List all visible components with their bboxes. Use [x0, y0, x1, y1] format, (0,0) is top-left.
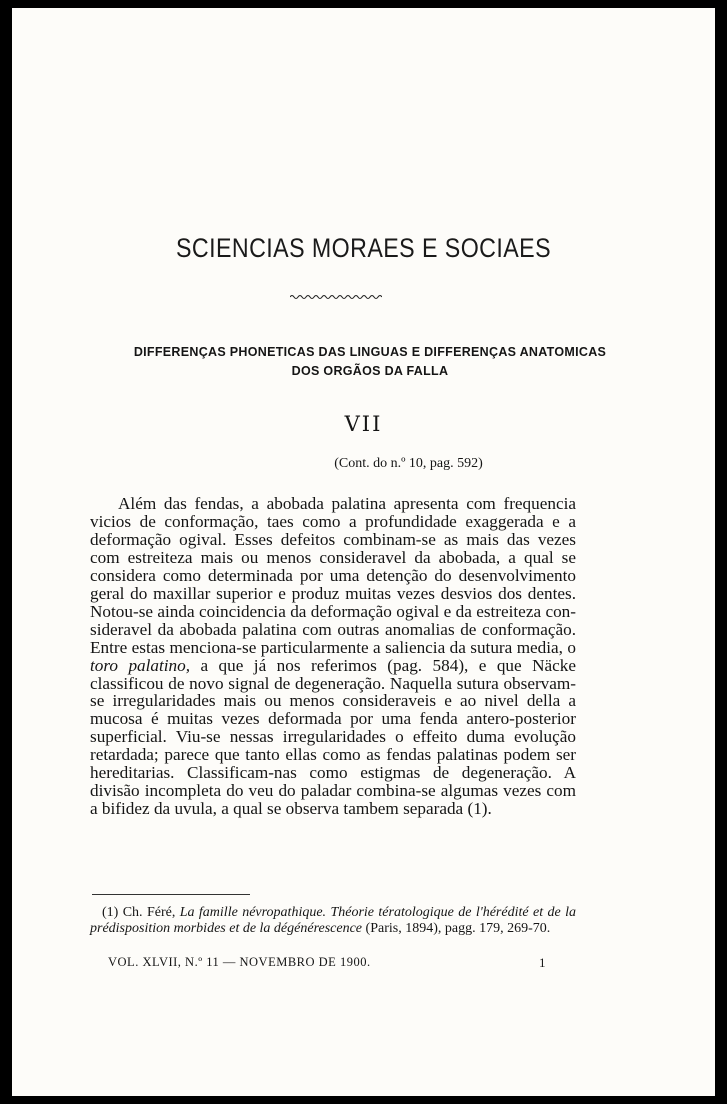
article-title	[90, 343, 650, 381]
article-title-line-2: DOS ORGÃOS DA FALLA	[291, 364, 449, 378]
body-paragraph	[90, 495, 576, 818]
body-text-part-2: a que já nos referimos (pag. 584), e que Näcke classificou de novo signal de degeneração. Naquella sutura observam-se irregularidades mais ou menos consideraveis e ao nivel della a mucosa é muitas vezes deformada por uma fenda antero-posterior superficial. Viu-se nessas irregularidades o effeito duma evolução retardada; parece que tanto ellas como as fendas palatinas podem ser hereditarias. Classificam-nas como estigmas de degeneração. A divisão incompleta do veu do paladar combina-se algumas vezes com a bifidez da uvula, a qual se observa tambem separada (1).	[90, 655, 576, 819]
body-text-part-1: Além das fendas, a abobada palatina apresenta com frequencia vicios de conformação, taes como a profundidade exaggerada e a deformação ogival. Esses defeitos combinam-se as mais das vezes com estreiteza mais ou menos consideravel da abobada, a qual se considera como determinada por uma detenção do desenvolvimento geral do maxillar superior e produz muitas vezes desvios dos dentes. Notou-se ainda coincidencia da deformação ogival e da estreiteza consideravel da abobada palatina com outras anomalias de conformação. Entre estas menciona-se particularmente a saliencia da sutura media, o	[90, 494, 576, 657]
signature-mark: 1	[539, 955, 546, 970]
body-italic-term: toro palatino,	[90, 655, 191, 675]
footnote	[90, 905, 576, 936]
article-title-line-1: DIFFERENÇAS PHONETICAS DAS LINGUAS E DIFFERENÇAS ANATOMICAS	[133, 345, 607, 359]
volume-line: VOL. XLVII, N.º 11 — NOVEMBRO DE 1900.	[108, 955, 371, 969]
footnote-details: (Paris, 1894), pagg. 179, 269-70.	[362, 920, 551, 936]
chapter-number: VII	[344, 412, 383, 436]
footnote-marker-author: (1) Ch. Féré,	[102, 905, 180, 920]
wavy-ornament	[290, 293, 382, 301]
footnote-italic-title: La famille névropathique. Théorie tératologique de l'hérédité et de la prédisposition morbides et de la dégénérescence	[90, 905, 576, 936]
section-title: SCIENCIAS MORAES E SOCIAES	[175, 233, 552, 263]
page	[12, 8, 715, 1096]
continuation-note: (Cont. do n.º 10, pag. 592)	[334, 456, 483, 471]
footnote-divider	[92, 894, 250, 895]
